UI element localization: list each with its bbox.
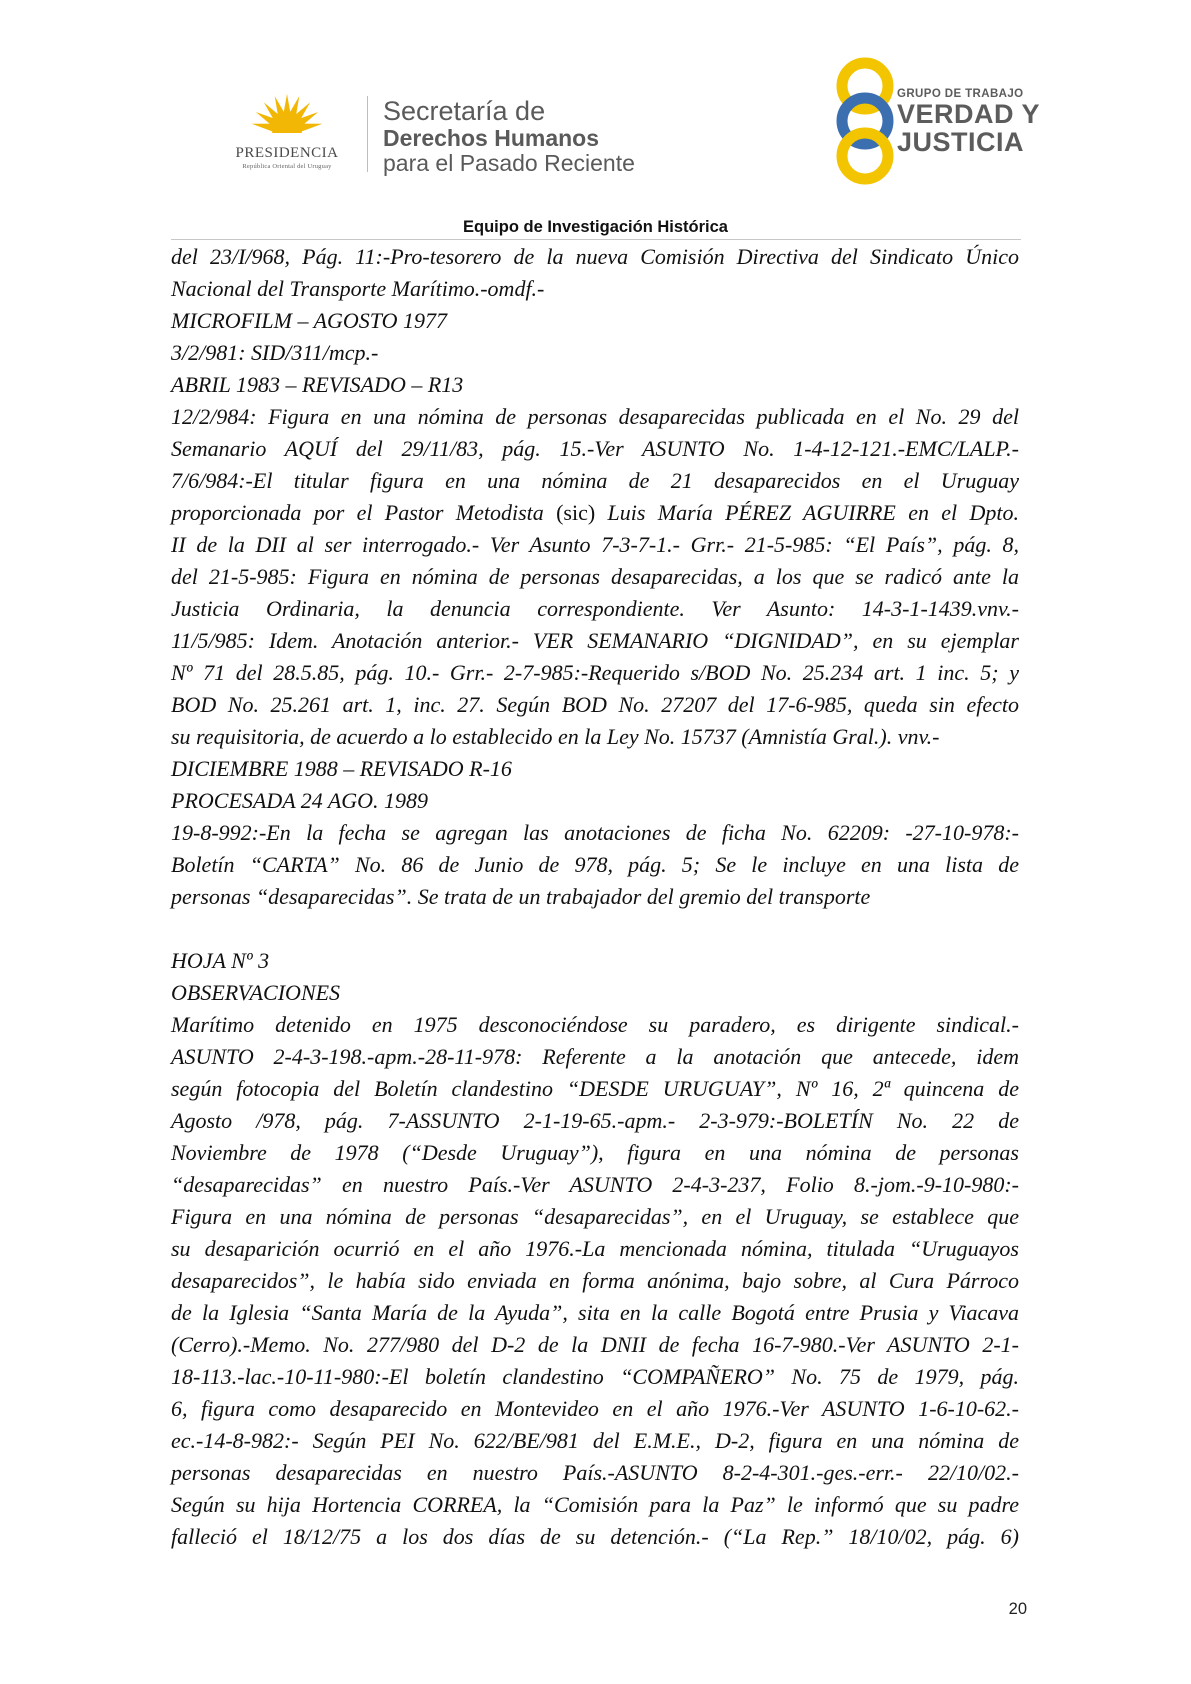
header-rule bbox=[171, 239, 1021, 240]
body-line: OBSERVACIONES bbox=[171, 980, 341, 1005]
body-line: personas desaparecidas en nuestro País.-ASUNTO 8-2-4-301.-ges.-err.- 22/10/02.- bbox=[171, 1460, 1019, 1485]
body-line: su requisitoria, de acuerdo a lo establecido en la Ley No. 15737 (Amnistía Gral.). vnv.- bbox=[171, 724, 940, 749]
body-line-part: Luis María PÉREZ AGUIRRE en el Dpto. bbox=[595, 500, 1019, 525]
sic-annotation: (sic) bbox=[556, 500, 596, 525]
verdad-label: VERDAD Y bbox=[897, 99, 1041, 129]
body-line: del 23/I/968, Pág. 11:-Pro-tesorero de la nueva Comisión Directiva del Sindicato Único bbox=[171, 244, 1019, 269]
body-line: 6, figura como desaparecido en Montevideo en el año 1976.-Ver ASUNTO 1-6-10-62.- bbox=[171, 1396, 1019, 1421]
page-number: 20 bbox=[1008, 1600, 1027, 1618]
body-line: del 21-5-985: Figura en nómina de personas desaparecidas, a los que se radicó ante la bbox=[171, 564, 1019, 589]
document-body bbox=[171, 241, 1019, 1553]
republica-label: República Oriental del Uruguay bbox=[242, 163, 332, 170]
justicia-label: JUSTICIA bbox=[897, 127, 1025, 157]
body-line: BOD No. 25.261 art. 1, inc. 27. Según BOD No. 27207 del 17-6-985, queda sin efecto bbox=[171, 692, 1019, 717]
body-line: ec.-14-8-982:- Según PEI No. 622/BE/981 del E.M.E., D-2, figura en una nómina de bbox=[171, 1428, 1019, 1453]
presidencia-label: PRESIDENCIA bbox=[235, 145, 339, 161]
body-line: 11/5/985: Idem. Anotación anterior.- VER SEMANARIO “DIGNIDAD”, en su ejemplar bbox=[171, 628, 1019, 653]
body-line: Nacional del Transporte Marítimo.-omdf.- bbox=[171, 276, 545, 301]
secretaria-title bbox=[383, 97, 635, 176]
secretaria-line-2: Derechos Humanos bbox=[383, 125, 600, 152]
body-line: Justicia Ordinaria, la denuncia correspondiente. Ver Asunto: 14-3-1-1439.vnv.- bbox=[171, 596, 1019, 621]
body-line: su desaparición ocurrió en el año 1976.-La mencionada nómina, titulada “Uruguayos bbox=[171, 1236, 1019, 1261]
body-line: “desaparecidas” en nuestro País.-Ver ASUNTO 2-4-3-237, Folio 8.-jom.-9-10-980:- bbox=[171, 1172, 1019, 1197]
body-line: Semanario AQUÍ del 29/11/83, pág. 15.-Ver ASUNTO No. 1-4-12-121.-EMC/LALP.- bbox=[171, 436, 1019, 461]
body-line: 19-8-992:-En la fecha se agregan las anotaciones de ficha No. 62209: -27-10-978:- bbox=[171, 820, 1019, 845]
body-line: falleció el 18/12/75 a los dos días de su detención.- (“La Rep.” 18/10/02, pág. 6) bbox=[171, 1524, 1019, 1549]
body-line: según fotocopia del Boletín clandestino “DESDE URUGUAY”, Nº 16, 2ª quincena de bbox=[171, 1076, 1019, 1101]
body-line: 18-113.-lac.-10-11-980:-El boletín clandestino “COMPAÑERO” No. 75 de 1979, pág. bbox=[171, 1364, 1019, 1389]
equipo-heading: Equipo de Investigación Histórica bbox=[463, 218, 728, 236]
body-line: ASUNTO 2-4-3-198.-apm.-28-11-978: Referente a la anotación que antecede, idem bbox=[171, 1044, 1019, 1069]
body-line: PROCESADA 24 AGO. 1989 bbox=[171, 788, 429, 813]
body-line: II de la DII al ser interrogado.- Ver Asunto 7-3-7-1.- Grr.- 21-5-985: “El País”, pág. 8, bbox=[171, 532, 1019, 557]
body-line: de la Iglesia “Santa María de la Ayuda”, sita en la calle Bogotá entre Prusia y Viacava bbox=[171, 1300, 1019, 1325]
body-line: DICIEMBRE 1988 – REVISADO R-16 bbox=[171, 756, 512, 781]
grupo-de-trabajo-label: GRUPO DE TRABAJO bbox=[897, 88, 1024, 100]
body-line: MICROFILM – AGOSTO 1977 bbox=[171, 308, 448, 333]
body-line: 7/6/984:-El titular figura en una nómina de 21 desaparecidos en el Uruguay bbox=[171, 468, 1019, 493]
body-line: Agosto /978, pág. 7-ASSUNTO 2-1-19-65.-apm.- 2-3-979:-BOLETÍN No. 22 de bbox=[171, 1108, 1019, 1133]
body-line: desaparecidos”, le había sido enviada en forma anónima, bajo sobre, al Cura Párroco bbox=[171, 1268, 1019, 1293]
body-line: Marítimo detenido en 1975 desconociéndose su paradero, es dirigente sindical.- bbox=[171, 1012, 1019, 1037]
secretaria-line-1: Secretaría de bbox=[383, 96, 546, 126]
body-line: HOJA Nº 3 bbox=[171, 948, 270, 973]
body-line: personas “desaparecidas”. Se trata de un trabajador del gremio del transporte bbox=[171, 884, 871, 909]
body-line: Boletín “CARTA” No. 86 de Junio de 978, pág. 5; Se le incluye en una lista de bbox=[171, 852, 1019, 877]
body-line: Figura en una nómina de personas “desaparecidas”, en el Uruguay, se establece que bbox=[171, 1204, 1019, 1229]
header-divider bbox=[367, 96, 368, 172]
body-line: 12/2/984: Figura en una nómina de personas desaparecidas publicada en el No. 29 del bbox=[171, 404, 1019, 429]
body-line: Nº 71 del 28.5.85, pág. 10.- Grr.- 2-7-985:-Requerido s/BOD No. 25.234 art. 1 inc. 5; y bbox=[171, 660, 1019, 685]
secretaria-line-3: para el Pasado Reciente bbox=[383, 149, 635, 176]
verdad-justicia-label bbox=[897, 88, 1040, 156]
body-line: Noviembre de 1978 (“Desde Uruguay”), figura en una nómina de personas bbox=[171, 1140, 1019, 1165]
body-line-part: proporcionada por el Pastor Metodista bbox=[171, 500, 557, 525]
body-line: Según su hija Hortencia CORREA, la “Comisión para la Paz” le informó que su padre bbox=[171, 1492, 1019, 1517]
body-line bbox=[171, 497, 1019, 529]
body-line: 3/2/981: SID/311/mcp.- bbox=[171, 340, 379, 365]
body-line: (Cerro).-Memo. No. 277/980 del D-2 de la DNII de fecha 16-7-980.-Ver ASUNTO 2-1- bbox=[171, 1332, 1019, 1357]
body-line: ABRIL 1983 – REVISADO – R13 bbox=[171, 372, 464, 397]
